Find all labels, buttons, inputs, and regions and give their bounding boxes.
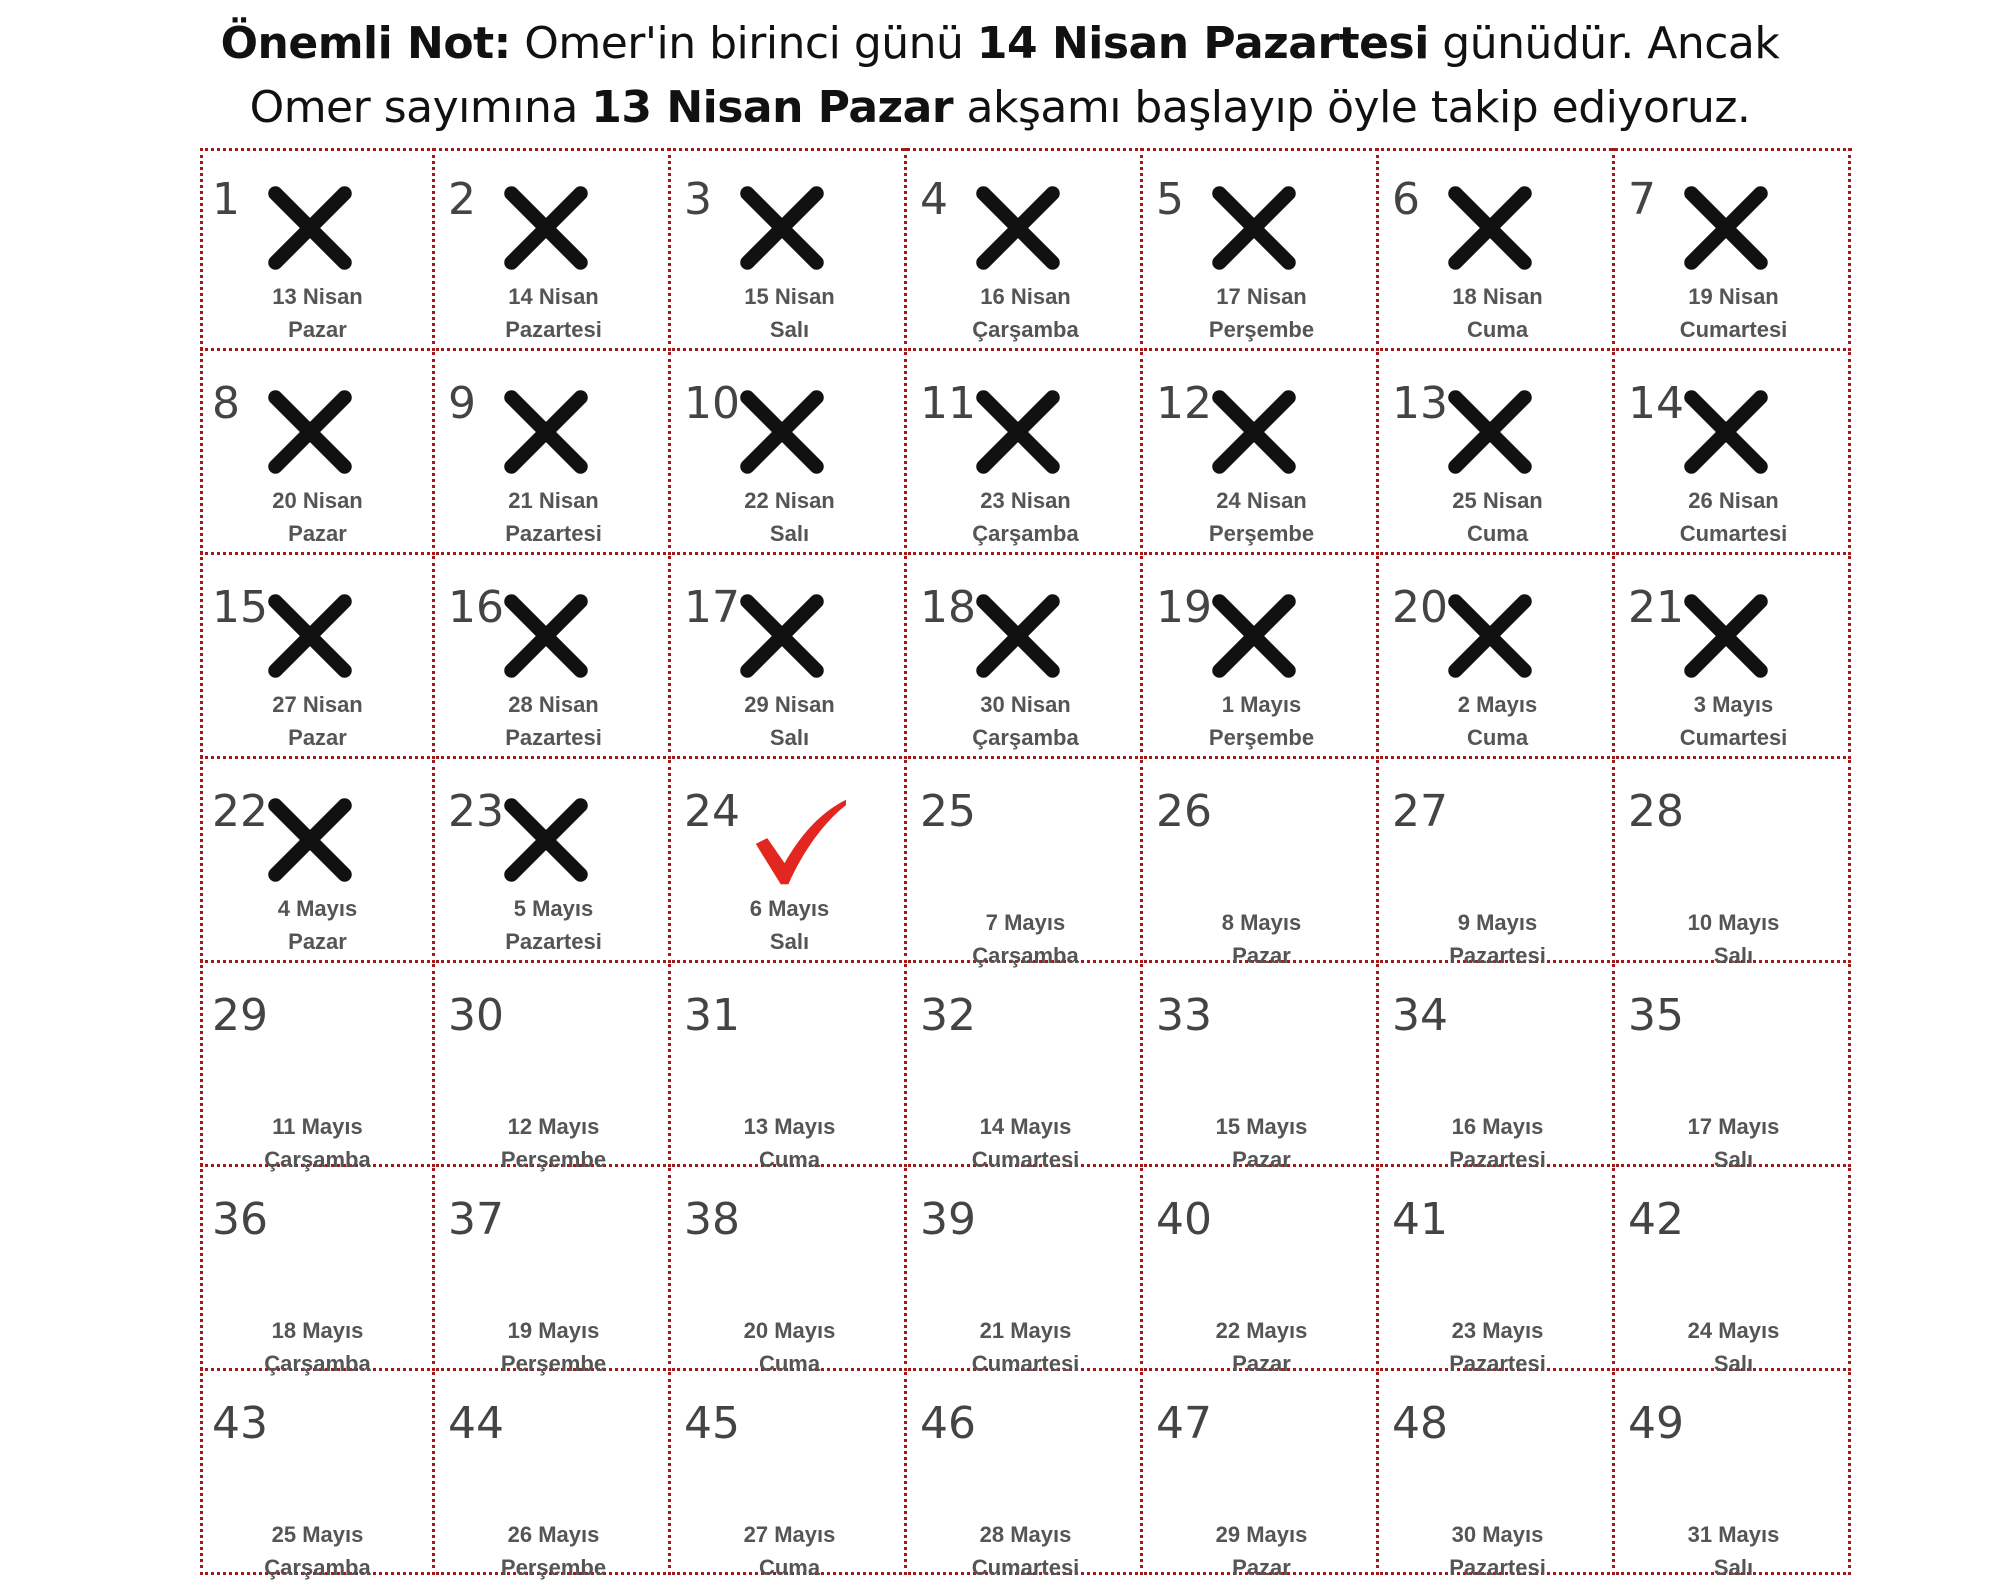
note-text: Omer sayımına <box>249 82 592 133</box>
day-date <box>702 280 877 346</box>
day-cell[interactable] <box>1380 760 1615 968</box>
day-number: 6 <box>1392 174 1420 225</box>
date-label: 13 Nisan <box>272 284 363 309</box>
note-first-day: 14 Nisan Pazartesi <box>976 18 1429 69</box>
day-cell[interactable] <box>1616 352 1851 555</box>
day-number: 19 <box>1156 582 1212 633</box>
day-date <box>466 484 641 550</box>
day-date <box>1174 906 1349 972</box>
day-number: 26 <box>1156 786 1212 837</box>
day-cell[interactable] <box>1616 1372 1851 1580</box>
day-cell[interactable] <box>1144 964 1379 1172</box>
cross-icon <box>1678 384 1774 480</box>
day-cell[interactable] <box>436 352 671 555</box>
check-icon <box>750 794 846 890</box>
day-date <box>466 688 641 754</box>
day-cell[interactable] <box>672 760 907 963</box>
cross-icon <box>498 792 594 888</box>
day-date <box>1646 1314 1821 1380</box>
cross-icon <box>498 180 594 276</box>
day-date <box>466 1110 641 1176</box>
date-label: 19 Mayıs <box>507 1318 600 1343</box>
weekday-label: Pazar <box>288 317 347 342</box>
day-cell[interactable] <box>436 760 671 963</box>
weekday-label: Pazar <box>1232 1555 1291 1580</box>
day-cell[interactable] <box>1616 760 1851 968</box>
omer-calendar-grid <box>200 148 1852 1580</box>
day-cell[interactable] <box>1380 556 1615 759</box>
day-date <box>1646 280 1821 346</box>
day-cell[interactable] <box>1380 148 1615 351</box>
day-cell[interactable] <box>672 556 907 759</box>
day-cell[interactable] <box>1144 1372 1379 1580</box>
day-number: 47 <box>1156 1398 1212 1449</box>
weekday-label: Perşembe <box>500 1555 607 1580</box>
day-number: 36 <box>212 1194 268 1245</box>
date-label: 8 Mayıs <box>1221 910 1302 935</box>
day-cell[interactable] <box>908 1168 1143 1376</box>
weekday-label: Cumartesi <box>971 1147 1080 1172</box>
weekday-label: Pazartesi <box>505 317 602 342</box>
weekday-label: Pazar <box>288 725 347 750</box>
day-cell[interactable] <box>672 1168 907 1376</box>
date-label: 18 Mayıs <box>271 1318 364 1343</box>
day-date <box>1174 1518 1349 1584</box>
weekday-label: Çarşamba <box>972 521 1079 546</box>
date-label: 26 Mayıs <box>507 1522 600 1547</box>
weekday-label: Salı <box>1713 1555 1754 1580</box>
day-date <box>938 1314 1113 1380</box>
note-line-1 <box>0 12 2000 76</box>
day-number: 14 <box>1628 378 1684 429</box>
date-label: 6 Mayıs <box>749 896 830 921</box>
day-number: 31 <box>684 990 740 1041</box>
cross-icon <box>734 588 830 684</box>
weekday-label: Salı <box>769 725 810 750</box>
weekday-label: Cuma <box>758 1555 821 1580</box>
weekday-label: Pazar <box>288 521 347 546</box>
date-label: 3 Mayıs <box>1693 692 1774 717</box>
day-date <box>1410 688 1585 754</box>
day-number: 29 <box>212 990 268 1041</box>
cross-icon <box>1206 180 1302 276</box>
weekday-label: Salı <box>1713 1351 1754 1376</box>
day-date <box>230 1110 405 1176</box>
weekday-label: Perşembe <box>1208 725 1315 750</box>
weekday-label: Cuma <box>1466 521 1529 546</box>
weekday-label: Salı <box>769 317 810 342</box>
date-label: 15 Mayıs <box>1215 1114 1308 1139</box>
day-number: 24 <box>684 786 740 837</box>
cross-icon <box>262 792 358 888</box>
date-label: 13 Mayıs <box>743 1114 836 1139</box>
day-number: 43 <box>212 1398 268 1449</box>
day-date <box>938 906 1113 972</box>
day-date <box>938 1110 1113 1176</box>
day-number: 25 <box>920 786 976 837</box>
day-number: 3 <box>684 174 712 225</box>
date-label: 14 Nisan <box>508 284 599 309</box>
day-cell[interactable] <box>200 556 435 759</box>
day-number: 21 <box>1628 582 1684 633</box>
weekday-label: Pazar <box>1232 943 1291 968</box>
date-label: 27 Nisan <box>272 692 363 717</box>
day-number: 45 <box>684 1398 740 1449</box>
day-number: 32 <box>920 990 976 1041</box>
weekday-label: Pazartesi <box>1449 1351 1546 1376</box>
weekday-label: Cumartesi <box>971 1351 1080 1376</box>
day-date <box>230 484 405 550</box>
weekday-label: Salı <box>1713 943 1754 968</box>
date-label: 4 Mayıs <box>277 896 358 921</box>
day-cell[interactable] <box>908 148 1143 351</box>
date-label: 15 Nisan <box>744 284 835 309</box>
day-cell[interactable] <box>672 1372 907 1580</box>
date-label: 21 Nisan <box>508 488 599 513</box>
note-line-2 <box>0 76 2000 140</box>
date-label: 10 Mayıs <box>1687 910 1780 935</box>
date-label: 20 Nisan <box>272 488 363 513</box>
day-date <box>1646 484 1821 550</box>
date-label: 16 Mayıs <box>1451 1114 1544 1139</box>
day-cell[interactable] <box>436 556 671 759</box>
day-cell[interactable] <box>436 1372 671 1580</box>
day-cell[interactable] <box>436 1168 671 1376</box>
day-cell[interactable] <box>200 1372 435 1580</box>
day-number: 35 <box>1628 990 1684 1041</box>
day-cell[interactable] <box>1380 964 1615 1172</box>
date-label: 23 Mayıs <box>1451 1318 1544 1343</box>
day-number: 18 <box>920 582 976 633</box>
day-date <box>702 1314 877 1380</box>
day-number: 28 <box>1628 786 1684 837</box>
day-cell[interactable] <box>672 352 907 555</box>
day-date <box>1174 1314 1349 1380</box>
weekday-label: Cuma <box>1466 725 1529 750</box>
date-label: 19 Nisan <box>1688 284 1779 309</box>
day-date <box>466 1314 641 1380</box>
day-cell[interactable] <box>908 760 1143 968</box>
day-date <box>1646 1110 1821 1176</box>
day-date <box>938 280 1113 346</box>
day-cell[interactable] <box>436 148 671 351</box>
day-number: 39 <box>920 1194 976 1245</box>
weekday-label: Cumartesi <box>1679 521 1788 546</box>
day-cell[interactable] <box>908 1372 1143 1580</box>
day-cell[interactable] <box>1380 352 1615 555</box>
day-date <box>466 892 641 958</box>
cross-icon <box>1678 180 1774 276</box>
date-label: 24 Mayıs <box>1687 1318 1780 1343</box>
day-date <box>1174 280 1349 346</box>
weekday-label: Salı <box>1713 1147 1754 1172</box>
day-number: 9 <box>448 378 476 429</box>
weekday-label: Çarşamba <box>264 1555 371 1580</box>
day-number: 34 <box>1392 990 1448 1041</box>
day-number: 2 <box>448 174 476 225</box>
cross-icon <box>734 180 830 276</box>
day-date <box>1174 484 1349 550</box>
day-cell[interactable] <box>1616 556 1851 759</box>
weekday-label: Perşembe <box>500 1147 607 1172</box>
date-label: 29 Mayıs <box>1215 1522 1308 1547</box>
day-number: 13 <box>1392 378 1448 429</box>
day-date <box>1410 906 1585 972</box>
day-number: 22 <box>212 786 268 837</box>
day-number: 17 <box>684 582 740 633</box>
cross-icon <box>970 384 1066 480</box>
day-date <box>1410 484 1585 550</box>
cross-icon <box>970 588 1066 684</box>
day-cell[interactable] <box>908 556 1143 759</box>
note-text: akşamı başlayıp öyle takip ediyoruz. <box>953 82 1751 133</box>
day-cell[interactable] <box>1144 760 1379 968</box>
day-date <box>702 1518 877 1584</box>
day-date <box>466 280 641 346</box>
day-cell[interactable] <box>1616 964 1851 1172</box>
weekday-label: Pazartesi <box>1449 943 1546 968</box>
day-date <box>702 688 877 754</box>
date-label: 24 Nisan <box>1216 488 1307 513</box>
weekday-label: Cumartesi <box>1679 317 1788 342</box>
day-date <box>1174 1110 1349 1176</box>
cross-icon <box>1678 588 1774 684</box>
weekday-label: Pazar <box>288 929 347 954</box>
weekday-label: Çarşamba <box>972 725 1079 750</box>
weekday-label: Çarşamba <box>972 943 1079 968</box>
date-label: 17 Mayıs <box>1687 1114 1780 1139</box>
day-date <box>230 688 405 754</box>
day-date <box>1646 1518 1821 1584</box>
day-number: 40 <box>1156 1194 1212 1245</box>
cross-icon <box>262 588 358 684</box>
important-note <box>0 12 2000 140</box>
date-label: 11 Mayıs <box>272 1114 363 1139</box>
date-label: 12 Mayıs <box>507 1114 600 1139</box>
cross-icon <box>1442 180 1538 276</box>
day-cell[interactable] <box>200 352 435 555</box>
day-number: 20 <box>1392 582 1448 633</box>
day-number: 41 <box>1392 1194 1448 1245</box>
note-start-day: 13 Nisan Pazar <box>591 82 954 133</box>
weekday-label: Pazartesi <box>1449 1147 1546 1172</box>
weekday-label: Perşembe <box>500 1351 607 1376</box>
day-date <box>1410 1518 1585 1584</box>
day-number: 30 <box>448 990 504 1041</box>
day-date <box>230 1518 405 1584</box>
cross-icon <box>262 180 358 276</box>
weekday-label: Cumartesi <box>971 1555 1080 1580</box>
day-date <box>1410 1110 1585 1176</box>
day-number: 11 <box>920 378 976 429</box>
day-number: 38 <box>684 1194 740 1245</box>
day-date <box>938 1518 1113 1584</box>
date-label: 1 Mayıs <box>1221 692 1302 717</box>
day-number: 48 <box>1392 1398 1448 1449</box>
weekday-label: Pazar <box>1232 1147 1291 1172</box>
day-date <box>1646 688 1821 754</box>
date-label: 20 Mayıs <box>743 1318 836 1343</box>
weekday-label: Pazartesi <box>505 929 602 954</box>
date-label: 26 Nisan <box>1688 488 1779 513</box>
date-label: 16 Nisan <box>980 284 1071 309</box>
day-cell[interactable] <box>1616 1168 1851 1376</box>
day-cell[interactable] <box>908 964 1143 1172</box>
date-label: 21 Mayıs <box>979 1318 1072 1343</box>
date-label: 28 Mayıs <box>979 1522 1072 1547</box>
date-label: 5 Mayıs <box>513 896 594 921</box>
day-cell[interactable] <box>1144 148 1379 351</box>
cross-icon <box>970 180 1066 276</box>
day-cell[interactable] <box>1380 1372 1615 1580</box>
weekday-label: Cuma <box>758 1351 821 1376</box>
day-date <box>1646 906 1821 972</box>
cross-icon <box>1206 384 1302 480</box>
day-date <box>1410 280 1585 346</box>
date-label: 22 Mayıs <box>1215 1318 1308 1343</box>
day-cell[interactable] <box>1616 148 1851 351</box>
cross-icon <box>734 384 830 480</box>
note-label: Önemli Not: <box>220 18 511 69</box>
day-number: 8 <box>212 378 240 429</box>
day-date <box>1410 1314 1585 1380</box>
day-number: 42 <box>1628 1194 1684 1245</box>
date-label: 28 Nisan <box>508 692 599 717</box>
day-cell[interactable] <box>200 964 435 1172</box>
day-date <box>466 1518 641 1584</box>
weekday-label: Pazar <box>1232 1351 1291 1376</box>
date-label: 2 Mayıs <box>1457 692 1538 717</box>
day-number: 12 <box>1156 378 1212 429</box>
day-date <box>702 484 877 550</box>
date-label: 17 Nisan <box>1216 284 1307 309</box>
day-date <box>702 1110 877 1176</box>
date-label: 22 Nisan <box>744 488 835 513</box>
day-number: 37 <box>448 1194 504 1245</box>
day-number: 10 <box>684 378 740 429</box>
day-number: 46 <box>920 1398 976 1449</box>
day-date <box>230 280 405 346</box>
weekday-label: Perşembe <box>1208 317 1315 342</box>
weekday-label: Çarşamba <box>264 1351 371 1376</box>
day-number: 16 <box>448 582 504 633</box>
date-label: 7 Mayıs <box>985 910 1066 935</box>
day-number: 49 <box>1628 1398 1684 1449</box>
day-date <box>702 892 877 958</box>
day-date <box>230 892 405 958</box>
weekday-label: Pazartesi <box>505 521 602 546</box>
date-label: 27 Mayıs <box>743 1522 836 1547</box>
day-cell[interactable] <box>200 1168 435 1376</box>
date-label: 30 Nisan <box>980 692 1071 717</box>
note-text: Omer'in birinci günü <box>510 18 977 69</box>
date-label: 31 Mayıs <box>1687 1522 1780 1547</box>
day-cell[interactable] <box>200 148 435 351</box>
day-cell[interactable] <box>1380 1168 1615 1376</box>
date-label: 29 Nisan <box>744 692 835 717</box>
date-label: 18 Nisan <box>1452 284 1543 309</box>
weekday-label: Cuma <box>1466 317 1529 342</box>
day-number: 15 <box>212 582 268 633</box>
note-text: günüdür. Ancak <box>1428 18 1780 69</box>
weekday-label: Çarşamba <box>264 1147 371 1172</box>
date-label: 14 Mayıs <box>979 1114 1072 1139</box>
day-number: 4 <box>920 174 948 225</box>
day-number: 27 <box>1392 786 1448 837</box>
day-number: 7 <box>1628 174 1656 225</box>
cross-icon <box>1206 588 1302 684</box>
weekday-label: Salı <box>769 929 810 954</box>
day-cell[interactable] <box>672 964 907 1172</box>
day-cell[interactable] <box>908 352 1143 555</box>
weekday-label: Pazartesi <box>1449 1555 1546 1580</box>
day-number: 44 <box>448 1398 504 1449</box>
cross-icon <box>1442 384 1538 480</box>
day-date <box>938 484 1113 550</box>
day-date <box>938 688 1113 754</box>
day-date <box>230 1314 405 1380</box>
cross-icon <box>498 384 594 480</box>
day-number: 33 <box>1156 990 1212 1041</box>
weekday-label: Salı <box>769 521 810 546</box>
cross-icon <box>262 384 358 480</box>
day-cell[interactable] <box>1144 1168 1379 1376</box>
weekday-label: Pazartesi <box>505 725 602 750</box>
day-cell[interactable] <box>436 964 671 1172</box>
weekday-label: Cumartesi <box>1679 725 1788 750</box>
date-label: 25 Nisan <box>1452 488 1543 513</box>
weekday-label: Perşembe <box>1208 521 1315 546</box>
weekday-label: Cuma <box>758 1147 821 1172</box>
date-label: 30 Mayıs <box>1451 1522 1544 1547</box>
day-cell[interactable] <box>200 760 435 963</box>
date-label: 23 Nisan <box>980 488 1071 513</box>
day-number: 23 <box>448 786 504 837</box>
day-date <box>1174 688 1349 754</box>
date-label: 9 Mayıs <box>1457 910 1538 935</box>
day-number: 5 <box>1156 174 1184 225</box>
day-cell[interactable] <box>1144 352 1379 555</box>
day-cell[interactable] <box>1144 556 1379 759</box>
cross-icon <box>1442 588 1538 684</box>
weekday-label: Çarşamba <box>972 317 1079 342</box>
cross-icon <box>498 588 594 684</box>
date-label: 25 Mayıs <box>271 1522 364 1547</box>
day-number: 1 <box>212 174 240 225</box>
day-cell[interactable] <box>672 148 907 351</box>
